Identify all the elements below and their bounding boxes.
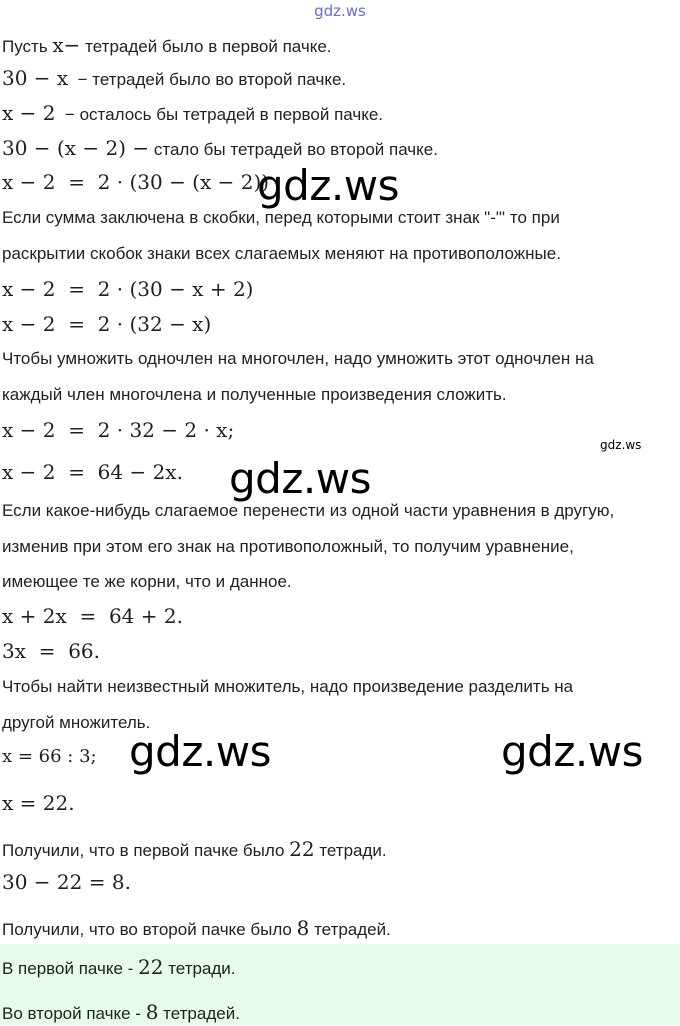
equation-1 xyxy=(2,170,269,196)
equation-4 xyxy=(2,418,234,444)
equation-8 xyxy=(2,745,97,769)
rule-text-7: имеющее те же корни, что и данное. xyxy=(2,572,292,591)
math: x− xyxy=(52,33,81,57)
rule-text-1: Если сумма заключена в скобки, перед которыми стоит знак "-"' то при xyxy=(2,208,560,227)
solution-line-1 xyxy=(2,33,332,59)
math: 8 xyxy=(296,916,310,940)
math: x = 22. xyxy=(2,791,75,815)
text: тетрадей было в первой пачке. xyxy=(80,37,332,56)
rule-text-2: раскрытии скобок знаки всех слагаемых меняют на противоположные. xyxy=(2,244,561,263)
math: 30 − x xyxy=(2,66,69,90)
text: тетради. xyxy=(163,959,236,978)
rule-text-4: каждый член многочлена и полученные произведения сложить. xyxy=(2,385,507,404)
text: тетрадей. xyxy=(158,1004,240,1023)
equation-6 xyxy=(2,604,183,630)
watermark-4: gdz.ws xyxy=(501,727,643,776)
math: 3x = 66. xyxy=(2,639,100,663)
answer-line-2 xyxy=(2,1000,240,1026)
watermark-3: gdz.ws xyxy=(129,727,271,776)
math: x − 2 = 2 · (30 − (x − 2)) xyxy=(2,170,270,194)
answer-line-1 xyxy=(2,955,236,981)
result-line-2 xyxy=(2,916,391,942)
math: 8 xyxy=(145,1000,159,1024)
rule-text-3: Чтобы умножить одночлен на многочлен, надо умножить этот одночлен на xyxy=(2,349,594,368)
equation-3 xyxy=(2,312,211,338)
text: Получили, что во второй пачке было xyxy=(2,920,297,939)
math: x − 2 = 64 − 2x. xyxy=(2,460,183,484)
math: x − 2 = 2 · 32 − 2 · x; xyxy=(2,418,235,442)
equation-9 xyxy=(2,791,75,817)
math: x − 2 = 2 · (32 − x) xyxy=(2,312,212,336)
solution-line-4 xyxy=(2,136,438,162)
rule-text-5: Если какое-нибудь слагаемое перенести из одной части уравнения в другую, xyxy=(2,501,615,520)
text: В первой пачке - xyxy=(2,959,139,978)
math: 22 xyxy=(289,837,315,861)
watermark-2: gdz.ws xyxy=(229,454,371,503)
math: x − 2 xyxy=(2,101,56,125)
watermark-top: gdz.ws xyxy=(314,2,366,20)
math: 30 − (x − 2) − xyxy=(2,136,150,160)
text: Пусть xyxy=(2,37,53,56)
equation-2 xyxy=(2,277,253,303)
equation-7 xyxy=(2,639,100,665)
result-line-1 xyxy=(2,837,387,863)
text: тетради. xyxy=(314,841,387,860)
rule-text-6: изменив при этом его знак на противоположный, то получим уравнение, xyxy=(2,537,574,556)
math: x = 66 : 3; xyxy=(2,746,97,767)
text: тетрадей. xyxy=(309,920,391,939)
math: 30 − 22 = 8. xyxy=(2,870,131,894)
solution-line-3 xyxy=(2,101,383,127)
equation-10 xyxy=(2,870,131,896)
text: − тетрадей было во второй пачке. xyxy=(68,70,347,89)
rule-text-9: другой множитель. xyxy=(2,713,151,732)
watermark-1: gdz.ws xyxy=(257,161,399,210)
rule-text-8: Чтобы найти неизвестный множитель, надо произведение разделить на xyxy=(2,677,574,696)
math: 22 xyxy=(138,955,164,979)
math: x + 2x = 64 + 2. xyxy=(2,604,183,628)
solution-line-2 xyxy=(2,66,346,92)
text: − осталось бы тетрадей в первой пачке. xyxy=(55,105,384,124)
watermark-small: gdz.ws xyxy=(600,438,642,452)
equation-5 xyxy=(2,460,183,486)
math: x − 2 = 2 · (30 − x + 2) xyxy=(2,277,254,301)
text: Во второй пачке - xyxy=(2,1004,146,1023)
text: Получили, что в первой пачке было xyxy=(2,841,290,860)
text: стало бы тетрадей во второй пачке. xyxy=(149,140,438,159)
